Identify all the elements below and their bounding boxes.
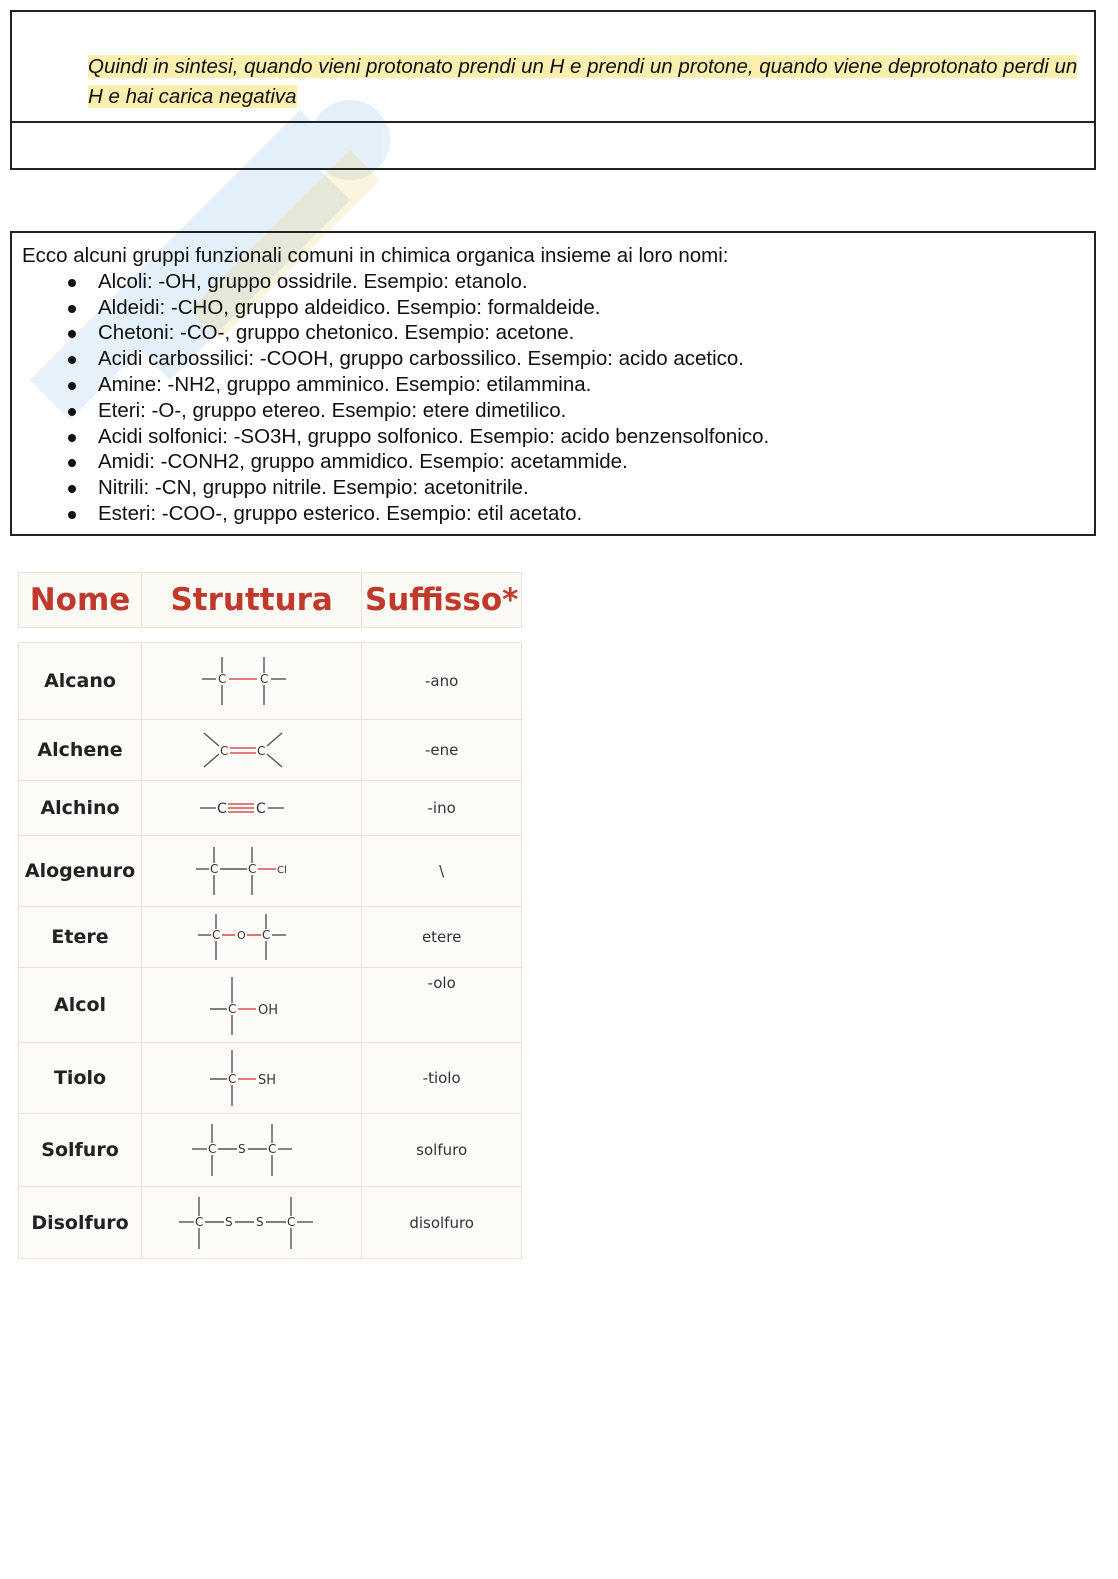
list-item: Aldeidi: -CHO, gruppo aldeidico. Esempio: formaldeide. xyxy=(64,295,1084,321)
row-name: Alcano xyxy=(19,643,142,719)
list-item: Esteri: -COO-, gruppo esterico. Esempio: etil acetato. xyxy=(64,501,1084,527)
row-suffix: -tiolo xyxy=(422,1069,461,1087)
structure-alcohol xyxy=(142,968,362,1042)
atom-c: C xyxy=(267,1142,277,1156)
list-item: Amidi: -CONH2, gruppo ammidico. Esempio: acetammide. xyxy=(64,449,1084,475)
protonation-note-text: Quindi in sintesi, quando vieni protonato prendi un H e prendi un protone, quando viene deprotonato perdi un H e hai carica negativa xyxy=(88,55,1078,108)
row-name: Disolfuro xyxy=(19,1187,142,1258)
row-suffix: -olo xyxy=(427,974,456,992)
row-name: Solfuro xyxy=(19,1114,142,1186)
atom-cl: Cl xyxy=(276,865,287,876)
table-row xyxy=(18,907,522,968)
atom-s: S xyxy=(237,1142,246,1156)
atom-c: C xyxy=(286,1214,296,1229)
row-suffix: etere xyxy=(421,928,462,946)
row-name: Etere xyxy=(19,907,142,967)
functional-groups-intro: Ecco alcuni gruppi funzionali comuni in chimica organica insieme ai loro nomi: xyxy=(22,244,729,267)
structure-halide xyxy=(142,836,362,906)
functional-groups-box xyxy=(10,231,1096,536)
structure-thiol xyxy=(142,1043,362,1113)
list-item: Eteri: -O-, gruppo etereo. Esempio: etere dimetilico. xyxy=(64,398,1084,424)
row-name: Alchene xyxy=(19,720,142,780)
table-row xyxy=(18,1187,522,1259)
atom-c: C xyxy=(256,744,266,758)
atom-c: C xyxy=(247,862,257,876)
atom-c: C xyxy=(259,672,269,686)
atom-c: C xyxy=(227,1072,237,1086)
atom-c: C xyxy=(217,672,227,686)
atom-c: C xyxy=(255,801,266,817)
structure-alkene xyxy=(142,720,362,780)
table-row xyxy=(18,642,522,720)
list-item: Acidi solfonici: -SO3H, gruppo solfonico. Esempio: acido benzensolfonico. xyxy=(64,424,1084,450)
table-header xyxy=(18,572,522,628)
atom-c: C xyxy=(216,801,227,817)
atom-o: O xyxy=(236,929,246,942)
summary-note-box xyxy=(10,10,1096,170)
row-suffix: disolfuro xyxy=(409,1213,474,1232)
structure-sulfide xyxy=(142,1114,362,1186)
atom-s: S xyxy=(255,1214,264,1229)
row-suffix: solfuro xyxy=(416,1141,468,1159)
structure-alkyne xyxy=(142,781,362,835)
structure-alkane xyxy=(142,643,362,719)
row-suffix: \ xyxy=(439,862,445,880)
row-suffix: -ano xyxy=(425,672,459,690)
functional-groups-table xyxy=(18,572,522,1259)
functional-groups-list xyxy=(22,269,1084,527)
list-item: Alcoli: -OH, gruppo ossidrile. Esempio: etanolo. xyxy=(64,269,1084,295)
row-name: Alogenuro xyxy=(19,836,142,906)
atom-c: C xyxy=(194,1214,204,1229)
atom-s: S xyxy=(224,1214,233,1229)
row-name: Tiolo xyxy=(19,1043,142,1113)
row-suffix: -ino xyxy=(427,799,456,817)
list-item: Acidi carbossilici: -COOH, gruppo carbossilico. Esempio: acido acetico. xyxy=(64,346,1084,372)
list-item: Nitrili: -CN, gruppo nitrile. Esempio: acetonitrile. xyxy=(64,475,1084,501)
atom-sh: SH xyxy=(257,1073,276,1088)
atom-c: C xyxy=(261,928,271,942)
row-suffix: -ene xyxy=(424,741,459,759)
header-struttura: Struttura xyxy=(142,573,362,627)
header-nome: Nome xyxy=(19,573,142,627)
structure-ether xyxy=(142,907,362,967)
table-row xyxy=(18,968,522,1043)
list-item: Amine: -NH2, gruppo amminico. Esempio: etilammina. xyxy=(64,372,1084,398)
atom-c: C xyxy=(207,1142,217,1156)
atom-oh: OH xyxy=(257,1003,278,1018)
structure-disulfide xyxy=(142,1187,362,1258)
summary-note-row xyxy=(12,12,1094,123)
table-row xyxy=(18,781,522,836)
table-row xyxy=(18,836,522,907)
row-name: Alchino xyxy=(19,781,142,835)
atom-c: C xyxy=(209,862,219,876)
table-row xyxy=(18,1114,522,1187)
table-row xyxy=(18,720,522,781)
table-row xyxy=(18,1043,522,1114)
row-name: Alcol xyxy=(19,968,142,1042)
atom-c: C xyxy=(219,744,229,758)
atom-c: C xyxy=(211,928,221,942)
atom-c: C xyxy=(227,1002,237,1016)
protonation-note xyxy=(88,52,1080,112)
header-suffisso: Suffisso* xyxy=(364,582,519,618)
list-item: Chetoni: -CO-, gruppo chetonico. Esempio: acetone. xyxy=(64,320,1084,346)
